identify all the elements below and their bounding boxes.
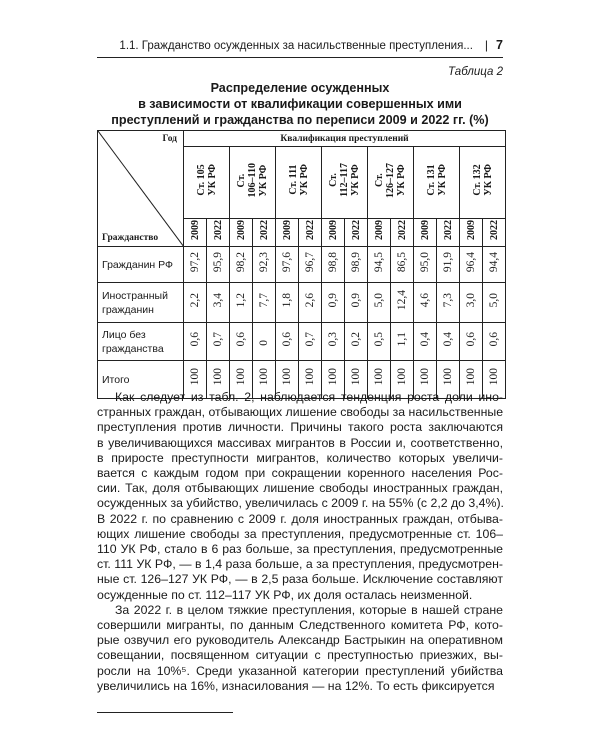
cell-value: 100: [419, 368, 431, 386]
cell-value: 0,3: [327, 331, 339, 347]
article-header-line: 112–117: [339, 163, 350, 197]
row-label: Итого: [98, 361, 184, 399]
cell-value: 0,9: [327, 292, 339, 308]
text-line: ные ст. 126–127 УК РФ, — в 2,5 раза больше. Исключение составляют: [97, 572, 503, 587]
article-header-line: Ст. 105: [195, 164, 207, 196]
cell-value: 98,9: [350, 251, 362, 273]
article-header-line: УК РФ: [350, 164, 361, 196]
running-head-rule: [97, 57, 503, 58]
table-cell: [391, 283, 414, 323]
year-header: [460, 219, 483, 247]
cell-value: 86,5: [396, 251, 408, 273]
article-header-text: [328, 163, 361, 197]
article-header: [230, 147, 276, 219]
table-cell: [253, 323, 276, 361]
article-header: [276, 147, 322, 219]
running-title: 1.1. Гражданство осужденных за насильственные преступления...: [119, 40, 473, 52]
year-header-text: 2009: [465, 220, 477, 240]
cell-value: 0,7: [304, 331, 316, 347]
cell-value: 100: [396, 368, 408, 386]
cell-value: 3,4: [212, 292, 224, 308]
paragraph: [97, 390, 503, 603]
table-cell: [483, 323, 506, 361]
table-cell: [184, 323, 207, 361]
cell-value: 0,7: [212, 331, 224, 347]
year-header: [414, 219, 437, 247]
cell-value: 2,2: [189, 292, 201, 308]
article-header-line: Ст. 131: [425, 164, 437, 196]
cell-value: 100: [258, 368, 270, 386]
year-header: [299, 219, 322, 247]
cell-value: 12,4: [396, 289, 408, 311]
year-header: [437, 219, 460, 247]
cell-value: 98,2: [235, 251, 247, 273]
year-header-text: 2009: [235, 220, 247, 240]
article-header-text: [426, 164, 448, 196]
article-header-text: [236, 163, 269, 197]
cell-value: 0,6: [189, 331, 201, 347]
cell-value: 94,5: [373, 251, 385, 273]
text-line: осужденных за убийство, увеличилась с 2009 г. на 55% (с 2,2 до 3,4%).: [97, 496, 504, 511]
text-line: в увеличивающихся массивах мигрантов в России и, соответственно,: [97, 435, 503, 450]
cell-value: 100: [373, 368, 385, 386]
table-cell: [276, 247, 299, 283]
article-header: [322, 147, 368, 219]
cell-value: 100: [488, 368, 500, 386]
table-cell: [276, 323, 299, 361]
table-cell: [414, 283, 437, 323]
cell-value: 1,1: [396, 331, 408, 347]
cell-value: 95,0: [419, 251, 431, 273]
table-title-line: в зависимости от квалификации совершенных ими: [138, 97, 462, 111]
table-cell: [437, 323, 460, 361]
article-header-text: [472, 164, 494, 196]
text-line: совершили мигранты, по данным Следственного комитета РФ, кото-: [97, 618, 503, 633]
article-header-text: [288, 164, 310, 196]
article-header-line: 126–127: [385, 162, 396, 198]
table-label: Таблица 2: [448, 66, 503, 78]
article-header-line: УК РФ: [206, 164, 218, 196]
cell-value: 100: [281, 368, 293, 386]
table-cell: [345, 323, 368, 361]
table-cell: [414, 247, 437, 283]
table-cell: [253, 247, 276, 283]
table-cell: [184, 283, 207, 323]
text-line: 110 УК РФ, стало в 6 раз больше, за преступления, предусмотренные: [97, 542, 503, 557]
article-header-line: Ст. 132: [471, 164, 483, 196]
text-line: совещании, посвященном ситуации с преступностью приезжих, вы-: [97, 648, 503, 663]
text-line: ющих лишение свободы за преступления, предусмотренные ст. 106–: [97, 526, 503, 541]
article-header-line: УК РФ: [298, 164, 310, 196]
cell-value: 2,6: [304, 292, 316, 308]
table-cell: [322, 323, 345, 361]
cell-value: 97,2: [189, 251, 201, 273]
cell-value: 0: [258, 339, 270, 346]
year-header: [368, 219, 391, 247]
body-text: [97, 390, 503, 694]
cell-value: 94,4: [488, 251, 500, 273]
text-line: увеличились на 16%, изнасилования — на 12%. То есть фиксируется: [97, 678, 495, 693]
text-line: За 2022 г. в целом тяжкие преступления, которые в нашей стране: [115, 602, 503, 617]
table-cell: [368, 283, 391, 323]
text-line: рые озвучил его руководитель Александр Бастрыкин на оперативном: [97, 633, 503, 648]
cell-value: 0,6: [281, 331, 293, 347]
year-header: [253, 219, 276, 247]
table-title: [97, 80, 503, 128]
text-line: осужденные по ст. 112–117 УК РФ, их доля осталась неизменной.: [97, 587, 473, 602]
cell-value: 92,3: [258, 251, 270, 273]
table-row: [98, 247, 506, 283]
cell-value: 100: [212, 368, 224, 386]
cell-value: 96,7: [304, 251, 316, 273]
table-cell: [299, 247, 322, 283]
cell-value: 95,9: [212, 251, 224, 273]
table-title-line: преступлений и гражданства по переписи 2009 и 2022 гг. (%): [111, 113, 489, 127]
table-cell: [391, 247, 414, 283]
table-cell: [230, 247, 253, 283]
cell-value: 4,6: [419, 292, 431, 308]
corner-year-label: Год: [162, 134, 177, 144]
table-cell: [460, 283, 483, 323]
cell-value: 5,0: [488, 292, 500, 308]
row-label: Лицо без гражданства: [98, 323, 184, 361]
cell-value: 0,6: [465, 331, 477, 347]
footnote-rule: [97, 712, 233, 713]
table-cell: [345, 283, 368, 323]
article-header: [184, 147, 230, 219]
corner-citizenship-label: Гражданство: [102, 233, 159, 243]
cell-value: 7,7: [258, 292, 270, 308]
cell-value: 100: [350, 368, 362, 386]
cell-value: 100: [327, 368, 339, 386]
year-header-text: 2022: [212, 220, 224, 240]
table-row: [98, 283, 506, 323]
year-header-text: 2022: [304, 220, 316, 240]
table-cell: [437, 247, 460, 283]
row-label: Иностранный гражданин: [98, 283, 184, 323]
article-header-line: Ст.: [328, 173, 339, 187]
year-header: [391, 219, 414, 247]
cell-value: 91,9: [442, 251, 454, 273]
year-header-text: 2022: [396, 220, 408, 240]
table-cell: [437, 283, 460, 323]
table-cell: [207, 323, 230, 361]
cell-value: 7,3: [442, 292, 454, 308]
article-header-line: УК РФ: [258, 164, 269, 196]
table-cell: [391, 323, 414, 361]
table-row: [98, 323, 506, 361]
table-cell: [414, 323, 437, 361]
article-header-line: Ст.: [236, 173, 247, 187]
article-header-line: Ст.: [374, 173, 385, 187]
text-line: В 2022 г. по сравнению с 2009 г. доля иностранных граждан, отбыва-: [97, 511, 503, 526]
data-table: [97, 130, 506, 399]
text-line: сии. Так, доля отбывающих лишение свободы иностранных граждан,: [97, 481, 503, 496]
table-cell: [299, 323, 322, 361]
text-line: в приросте преступности мигрантов, количество которых увеличи-: [97, 450, 503, 465]
cell-value: 100: [189, 368, 201, 386]
cell-value: 96,4: [465, 251, 477, 273]
cell-value: 1,2: [235, 292, 247, 308]
table-cell: [345, 247, 368, 283]
paragraph: [97, 603, 503, 694]
year-header: [322, 219, 345, 247]
article-header: [368, 147, 414, 219]
text-line: преступления против личности. Причины такого роста заключаются: [97, 420, 503, 435]
table-title-line: Распределение осужденных: [210, 81, 390, 95]
article-header-line: 106–110: [247, 162, 258, 198]
running-head-separator: |: [484, 38, 489, 52]
year-header: [276, 219, 299, 247]
year-header: [483, 219, 506, 247]
text-line: ст. 111 УК РФ, — в 1,4 раза больше, а за преступления, предусмотрен-: [97, 557, 503, 572]
cell-value: 0,6: [488, 331, 500, 347]
cell-value: 97,6: [281, 251, 293, 273]
cell-value: 98,8: [327, 251, 339, 273]
cell-value: 5,0: [373, 292, 385, 308]
cell-value: 1,8: [281, 292, 293, 308]
year-header: [345, 219, 368, 247]
cell-value: 100: [442, 368, 454, 386]
page-number: 7: [496, 38, 503, 52]
article-header-text: [374, 163, 407, 198]
table-cell: [483, 247, 506, 283]
article-header-line: Ст. 111: [287, 164, 299, 196]
table-cell: [207, 283, 230, 323]
table-cell: [230, 323, 253, 361]
qualification-header: Квалификация преступлений: [184, 131, 506, 147]
year-header-text: 2022: [442, 220, 454, 240]
article-header-line: УК РФ: [482, 164, 494, 196]
year-header: [184, 219, 207, 247]
table-cell: [299, 283, 322, 323]
cell-value: 0,9: [350, 292, 362, 308]
article-header-line: УК РФ: [396, 164, 407, 196]
year-header-text: 2022: [488, 220, 500, 240]
cell-value: 0,4: [419, 331, 431, 347]
table-cell: [368, 247, 391, 283]
table-cell: [460, 323, 483, 361]
table-cell: [184, 247, 207, 283]
year-header-text: 2009: [373, 220, 385, 240]
article-header-text: [196, 164, 218, 196]
table-corner-cell: [98, 131, 184, 247]
corner-diagonal: [98, 131, 184, 247]
article-header: [414, 147, 460, 219]
cell-value: 0,6: [235, 331, 247, 347]
year-header-text: 2009: [281, 220, 293, 240]
year-header: [230, 219, 253, 247]
table-cell: [276, 283, 299, 323]
year-header-text: 2022: [350, 220, 362, 240]
table-cell: [483, 283, 506, 323]
table-cell: [368, 323, 391, 361]
cell-value: 100: [465, 368, 477, 386]
table-cell: [322, 283, 345, 323]
row-label: Гражданин РФ: [98, 247, 184, 283]
cell-value: 3,0: [465, 292, 477, 308]
article-header-line: УК РФ: [436, 164, 448, 196]
article-header: [460, 147, 506, 219]
cell-value: 0,2: [350, 331, 362, 347]
text-line: вается с каждым годом при сокращении коренного населения Рос-: [97, 466, 503, 481]
table-cell: [322, 247, 345, 283]
year-header-text: 2009: [419, 220, 431, 240]
text-line: странных граждан, отбывающих лишение свободы за насильственные: [97, 405, 504, 420]
text-line: Как следует из табл. 2, наблюдается тенденция роста доли ино-: [115, 390, 503, 404]
cell-value: 100: [304, 368, 316, 386]
year-header-text: 2009: [327, 220, 339, 240]
running-head: [97, 38, 503, 55]
year-header-text: 2022: [258, 220, 270, 240]
year-header: [207, 219, 230, 247]
cell-value: 0,4: [442, 331, 454, 347]
table-cell: [230, 283, 253, 323]
table-cell: [253, 283, 276, 323]
text-line: росли на 10%⁵. Среди указанной категории преступлений убийства: [97, 663, 503, 678]
table-cell: [460, 247, 483, 283]
table-body: [98, 247, 506, 399]
table-cell: [207, 247, 230, 283]
cell-value: 0,5: [373, 331, 385, 347]
cell-value: 100: [235, 368, 247, 386]
year-header-text: 2009: [189, 220, 201, 240]
